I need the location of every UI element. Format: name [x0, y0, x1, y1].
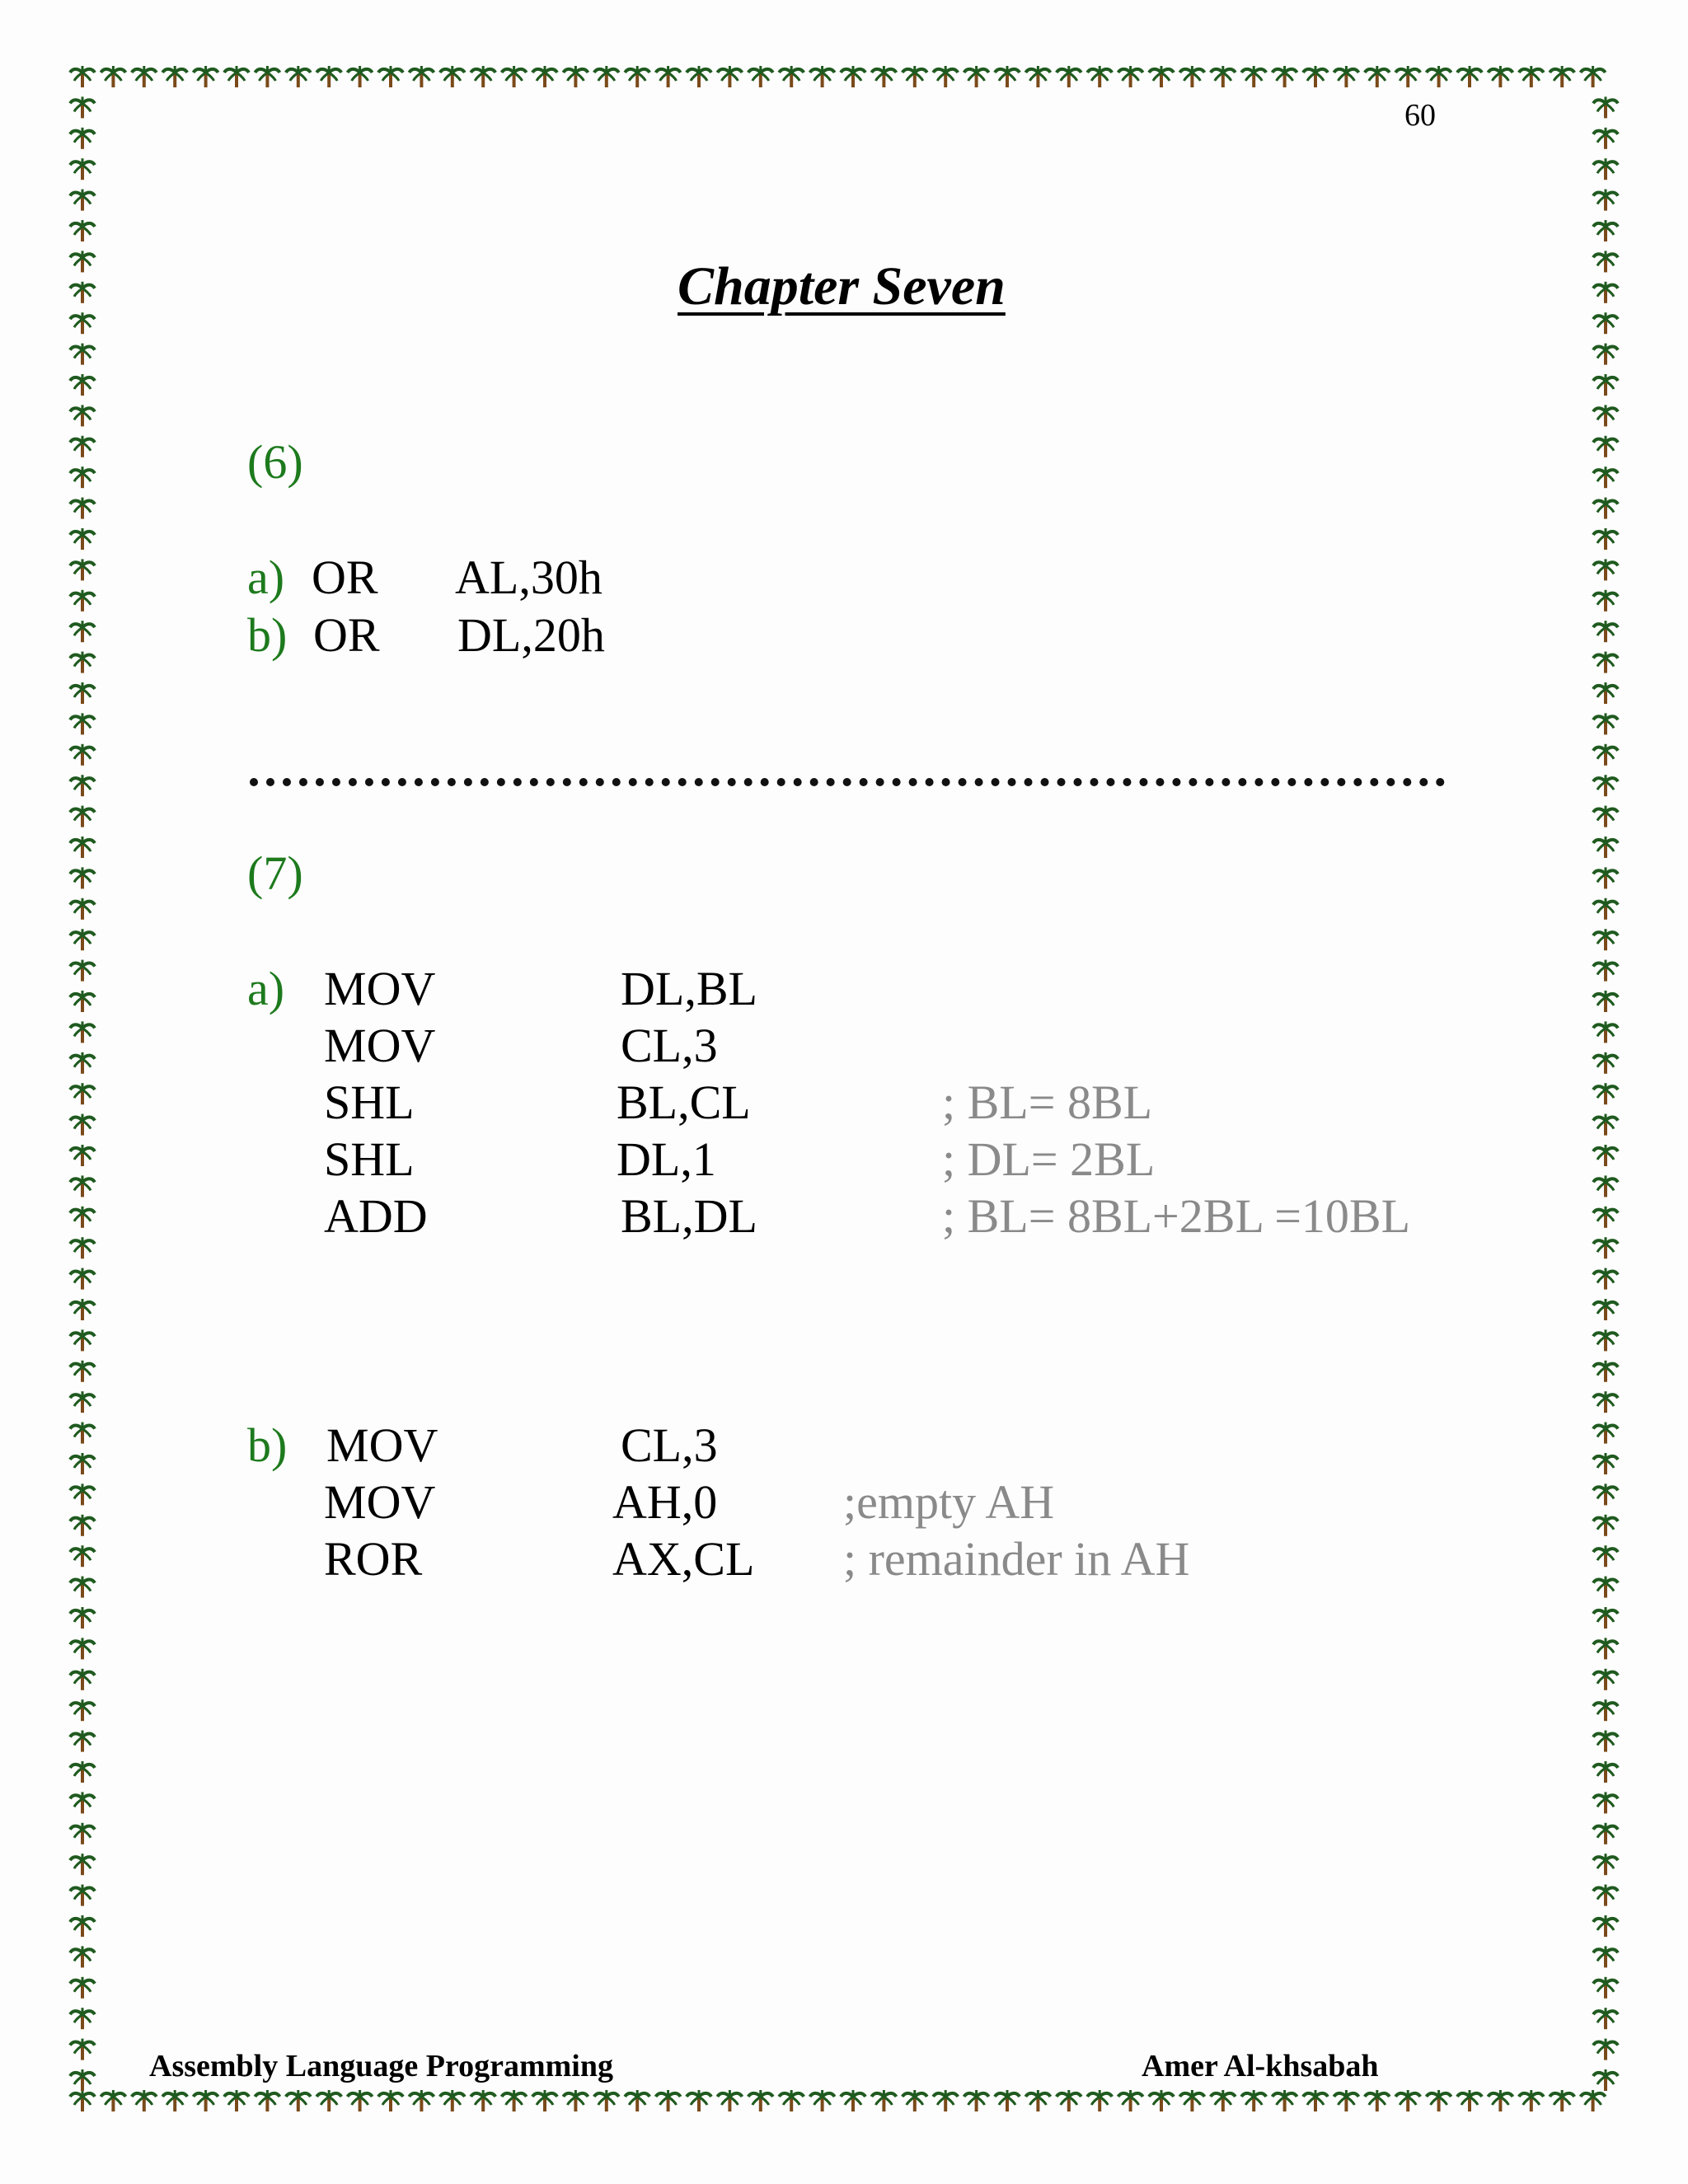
- palm-tree-icon: [1057, 2090, 1081, 2111]
- palm-tree-icon: [1057, 66, 1081, 87]
- palm-tree-icon: [70, 682, 95, 704]
- palm-tree-icon: [70, 2090, 95, 2111]
- palm-tree-icon: [1303, 2090, 1328, 2111]
- palm-tree-icon: [1593, 1329, 1618, 1351]
- palm-tree-icon: [70, 498, 95, 519]
- palm-tree-icon: [1593, 590, 1618, 612]
- palm-tree-icon: [409, 66, 434, 87]
- palm-tree-icon: [286, 66, 311, 87]
- dotted-divider: [250, 778, 1445, 786]
- palm-tree-icon: [1593, 1885, 1618, 1906]
- palm-tree-icon: [70, 991, 95, 1012]
- palm-tree-icon: [594, 66, 619, 87]
- q7a-line5-args: BL,DL: [621, 1189, 757, 1243]
- palm-tree-icon: [995, 66, 1020, 87]
- palm-tree-icon: [1550, 2090, 1574, 2111]
- palm-tree-icon: [70, 775, 95, 796]
- palm-tree-icon: [70, 66, 95, 87]
- palm-tree-icon: [70, 2008, 95, 2029]
- palm-tree-icon: [1593, 1731, 1618, 1752]
- palm-tree-icon: [1593, 1083, 1618, 1104]
- palm-tree-icon: [1593, 158, 1618, 180]
- palm-tree-icon: [1457, 2090, 1482, 2111]
- palm-tree-icon: [1211, 2090, 1236, 2111]
- palm-tree-icon: [70, 1329, 95, 1351]
- palm-tree-icon: [70, 1607, 95, 1629]
- palm-tree-icon: [70, 1946, 95, 1967]
- palm-tree-icon: [1593, 498, 1618, 519]
- palm-tree-icon: [70, 344, 95, 365]
- palm-tree-icon: [1593, 744, 1618, 766]
- palm-tree-icon: [1593, 344, 1618, 365]
- palm-tree-icon: [1427, 66, 1451, 87]
- palm-tree-icon: [70, 867, 95, 888]
- palm-tree-icon: [132, 2090, 157, 2111]
- palm-tree-icon: [70, 405, 95, 426]
- palm-tree-icon: [841, 2090, 865, 2111]
- palm-tree-icon: [1593, 282, 1618, 303]
- palm-tree-icon: [1593, 1361, 1618, 1382]
- palm-tree-icon: [101, 2090, 125, 2111]
- palm-tree-icon: [70, 1761, 95, 1783]
- page-number: 60: [1404, 98, 1436, 133]
- palm-tree-icon: [70, 1638, 95, 1659]
- palm-tree-icon: [1593, 929, 1618, 950]
- palm-tree-icon: [687, 66, 711, 87]
- palm-tree-icon: [532, 2090, 557, 2111]
- palm-tree-icon: [1593, 466, 1618, 488]
- palm-tree-icon: [1550, 66, 1574, 87]
- palm-tree-icon: [903, 66, 927, 87]
- q7a-line2-op: MOV: [324, 1019, 436, 1072]
- palm-tree-icon: [779, 66, 804, 87]
- q7b-line1-op: MOV: [326, 1418, 438, 1472]
- palm-tree-icon: [70, 158, 95, 180]
- palm-tree-icon: [1593, 220, 1618, 241]
- palm-tree-icon: [1519, 66, 1544, 87]
- palm-tree-icon: [1593, 960, 1618, 982]
- palm-tree-icon: [70, 128, 95, 149]
- palm-tree-icon: [1593, 1114, 1618, 1136]
- palm-tree-icon: [1087, 2090, 1112, 2111]
- q7a-line4-args: DL,1: [617, 1132, 716, 1186]
- q7a-line1-op: MOV: [324, 962, 436, 1015]
- palm-tree-icon: [1179, 2090, 1204, 2111]
- palm-tree-icon: [1593, 251, 1618, 272]
- palm-tree-icon: [1581, 2090, 1606, 2111]
- palm-tree-icon: [1273, 2090, 1297, 2111]
- palm-tree-icon: [995, 2090, 1020, 2111]
- palm-tree-icon: [1593, 1638, 1618, 1659]
- palm-tree-icon: [1273, 66, 1297, 87]
- palm-tree-icon: [194, 66, 218, 87]
- palm-tree-icon: [70, 190, 95, 211]
- palm-tree-icon: [1334, 2090, 1358, 2111]
- palm-tree-icon: [224, 66, 249, 87]
- palm-tree-icon: [1118, 66, 1143, 87]
- palm-tree-icon: [255, 2090, 279, 2111]
- palm-tree-icon: [779, 2090, 804, 2111]
- palm-tree-icon: [1593, 1145, 1618, 1166]
- q7a-line5-op: ADD: [324, 1189, 428, 1243]
- footer-author: Amer Al-khsabah: [1142, 2049, 1379, 2083]
- q7-part-b-label: b): [247, 1418, 288, 1472]
- palm-tree-icon: [1593, 312, 1618, 334]
- palm-tree-icon: [1593, 1577, 1618, 1598]
- q7a-line3-op: SHL: [324, 1076, 415, 1129]
- palm-tree-icon: [1593, 2039, 1618, 2060]
- palm-tree-icon: [70, 898, 95, 920]
- palm-tree-icon: [348, 2090, 373, 2111]
- palm-tree-icon: [1241, 66, 1266, 87]
- palm-tree-icon: [70, 1175, 95, 1197]
- palm-tree-icon: [1593, 1823, 1618, 1844]
- q7a-line3-args: BL,CL: [617, 1076, 751, 1129]
- palm-tree-icon: [1303, 66, 1328, 87]
- palm-tree-icon: [70, 1114, 95, 1136]
- palm-tree-icon: [1087, 66, 1112, 87]
- palm-tree-icon: [1593, 713, 1618, 734]
- q7a-line2-args: CL,3: [621, 1019, 718, 1072]
- palm-tree-icon: [70, 1515, 95, 1536]
- palm-tree-icon: [502, 2090, 527, 2111]
- palm-tree-icon: [656, 66, 681, 87]
- palm-tree-icon: [1457, 66, 1482, 87]
- q6-item-b-args: DL,20h: [457, 608, 605, 662]
- palm-tree-icon: [1593, 1761, 1618, 1783]
- palm-tree-icon: [194, 2090, 218, 2111]
- palm-tree-icon: [1593, 1207, 1618, 1228]
- palm-tree-icon: [656, 2090, 681, 2111]
- palm-tree-icon: [1593, 1669, 1618, 1690]
- q7b-line1-args: CL,3: [621, 1418, 718, 1472]
- palm-tree-icon: [70, 1021, 95, 1043]
- palm-tree-icon: [748, 2090, 773, 2111]
- palm-tree-icon: [1593, 1854, 1618, 1875]
- palm-tree-icon: [1593, 1052, 1618, 1074]
- palm-tree-icon: [1118, 2090, 1143, 2111]
- palm-tree-icon: [810, 2090, 835, 2111]
- palm-tree-icon: [409, 2090, 434, 2111]
- palm-tree-icon: [1334, 66, 1358, 87]
- palm-tree-icon: [1593, 128, 1618, 149]
- palm-tree-icon: [70, 559, 95, 580]
- q7a-line4-op: SHL: [324, 1132, 415, 1186]
- palm-tree-icon: [964, 2090, 989, 2111]
- palm-tree-icon: [1581, 66, 1606, 87]
- palm-tree-icon: [316, 66, 341, 87]
- palm-tree-icon: [1365, 2090, 1390, 2111]
- palm-tree-icon: [1488, 2090, 1512, 2111]
- palm-tree-icon: [1488, 66, 1512, 87]
- palm-tree-icon: [70, 1885, 95, 1906]
- palm-tree-icon: [1395, 66, 1420, 87]
- q7a-line4-comment: ; DL= 2BL: [942, 1132, 1156, 1186]
- q7b-line2-args: AH,0: [612, 1475, 718, 1529]
- palm-tree-icon: [70, 1854, 95, 1875]
- palm-tree-icon: [717, 66, 742, 87]
- q6-item-a-label: a): [247, 551, 285, 604]
- palm-tree-icon: [1593, 1175, 1618, 1197]
- palm-tree-icon: [563, 2090, 588, 2111]
- palm-tree-icon: [1593, 867, 1618, 888]
- palm-tree-icon: [1593, 1545, 1618, 1567]
- palm-tree-icon: [871, 66, 896, 87]
- chapter-title: Chapter Seven: [678, 256, 1006, 316]
- palm-tree-icon: [1593, 2008, 1618, 2029]
- palm-tree-icon: [1593, 1021, 1618, 1043]
- palm-tree-icon: [70, 1977, 95, 1999]
- palm-tree-icon: [316, 2090, 341, 2111]
- q7b-line3-comment: ; remainder in AH: [843, 1532, 1190, 1586]
- palm-tree-icon: [1593, 898, 1618, 920]
- palm-tree-icon: [70, 929, 95, 950]
- palm-tree-icon: [1593, 1915, 1618, 1937]
- palm-tree-icon: [255, 66, 279, 87]
- palm-tree-icon: [348, 66, 373, 87]
- palm-tree-icon: [1593, 1977, 1618, 1999]
- palm-tree-icon: [1593, 405, 1618, 426]
- palm-tree-icon: [1211, 66, 1236, 87]
- palm-tree-icon: [70, 806, 95, 827]
- palm-tree-icon: [70, 1792, 95, 1813]
- palm-tree-icon: [1149, 66, 1174, 87]
- palm-tree-icon: [70, 744, 95, 766]
- palm-tree-icon: [70, 1145, 95, 1166]
- palm-tree-icon: [70, 1731, 95, 1752]
- palm-tree-icon: [70, 1237, 95, 1258]
- palm-tree-icon: [70, 1453, 95, 1474]
- palm-tree-icon: [70, 1207, 95, 1228]
- palm-tree-icon: [1025, 2090, 1050, 2111]
- palm-tree-icon: [70, 1577, 95, 1598]
- q6-item-a-op: OR: [312, 551, 378, 604]
- palm-tree-icon: [1593, 374, 1618, 396]
- palm-tree-icon: [1149, 2090, 1174, 2111]
- palm-tree-icon: [1365, 66, 1390, 87]
- palm-tree-icon: [70, 837, 95, 858]
- q7a-line3-comment: ; BL= 8BL: [942, 1076, 1153, 1129]
- palm-tree-icon: [1427, 2090, 1451, 2111]
- question-6-number: (6): [247, 435, 303, 489]
- palm-tree-icon: [70, 251, 95, 272]
- palm-tree-icon: [1593, 2069, 1618, 2091]
- palm-tree-icon: [563, 66, 588, 87]
- palm-tree-icon: [70, 2069, 95, 2091]
- palm-tree-icon: [132, 66, 157, 87]
- palm-tree-icon: [1593, 1946, 1618, 1967]
- palm-tree-icon: [224, 2090, 249, 2111]
- q7b-line3-args: AX,CL: [612, 1532, 755, 1586]
- palm-tree-icon: [625, 66, 649, 87]
- palm-tree-icon: [70, 96, 95, 118]
- palm-tree-icon: [70, 1299, 95, 1320]
- palm-tree-icon: [871, 2090, 896, 2111]
- palm-tree-icon: [810, 66, 835, 87]
- palm-tree-icon: [1593, 837, 1618, 858]
- palm-tree-icon: [70, 1268, 95, 1290]
- palm-tree-icon: [964, 66, 989, 87]
- palm-tree-icon: [70, 590, 95, 612]
- palm-tree-icon: [70, 1422, 95, 1444]
- palm-tree-icon: [933, 66, 958, 87]
- palm-tree-icon: [1593, 190, 1618, 211]
- palm-tree-icon: [1593, 96, 1618, 118]
- palm-tree-icon: [70, 1391, 95, 1413]
- palm-tree-icon: [1593, 528, 1618, 550]
- palm-tree-icon: [1593, 436, 1618, 457]
- palm-tree-icon: [1593, 1792, 1618, 1813]
- palm-tree-icon: [1593, 1422, 1618, 1444]
- palm-tree-icon: [70, 374, 95, 396]
- palm-tree-icon: [70, 621, 95, 642]
- q7a-line1-args: DL,BL: [621, 962, 757, 1015]
- palm-tree-icon: [70, 312, 95, 334]
- palm-tree-icon: [1593, 991, 1618, 1012]
- palm-tree-icon: [70, 1083, 95, 1104]
- palm-tree-icon: [1593, 806, 1618, 827]
- palm-tree-icon: [162, 2090, 187, 2111]
- palm-tree-icon: [70, 713, 95, 734]
- palm-tree-icon: [70, 960, 95, 982]
- palm-tree-icon: [1593, 1515, 1618, 1536]
- footer-book-title: Assembly Language Programming: [149, 2049, 613, 2083]
- palm-tree-icon: [717, 2090, 742, 2111]
- palm-tree-icon: [70, 2039, 95, 2060]
- palm-tree-icon: [70, 1669, 95, 1690]
- palm-tree-icon: [841, 66, 865, 87]
- palm-tree-icon: [1593, 1391, 1618, 1413]
- palm-tree-icon: [1395, 2090, 1420, 2111]
- palm-tree-icon: [1241, 2090, 1266, 2111]
- q7-part-a-label: a): [247, 962, 285, 1015]
- q6-item-a-args: AL,30h: [455, 551, 603, 604]
- palm-tree-icon: [1593, 682, 1618, 704]
- palm-tree-icon: [1025, 66, 1050, 87]
- palm-tree-icon: [70, 528, 95, 550]
- palm-tree-icon: [1593, 1268, 1618, 1290]
- palm-tree-icon: [1593, 1483, 1618, 1505]
- palm-tree-icon: [378, 66, 403, 87]
- palm-tree-icon: [70, 1699, 95, 1721]
- palm-tree-icon: [70, 652, 95, 673]
- palm-tree-icon: [1593, 1699, 1618, 1721]
- palm-tree-icon: [1593, 621, 1618, 642]
- palm-tree-icon: [933, 2090, 958, 2111]
- palm-tree-icon: [532, 66, 557, 87]
- palm-tree-icon: [440, 66, 465, 87]
- palm-tree-icon: [1593, 1607, 1618, 1629]
- palm-tree-icon: [471, 66, 495, 87]
- palm-tree-icon: [70, 1052, 95, 1074]
- palm-tree-icon: [440, 2090, 465, 2111]
- palm-tree-icon: [70, 282, 95, 303]
- palm-tree-icon: [1179, 66, 1204, 87]
- palm-tree-icon: [162, 66, 187, 87]
- q7b-line2-op: MOV: [324, 1475, 436, 1529]
- q7b-line2-comment: ;empty AH: [843, 1475, 1055, 1529]
- palm-tree-icon: [70, 1545, 95, 1567]
- palm-tree-icon: [471, 2090, 495, 2111]
- palm-tree-icon: [1593, 1299, 1618, 1320]
- q7a-line5-comment: ; BL= 8BL+2BL =10BL: [942, 1189, 1411, 1243]
- palm-tree-icon: [903, 2090, 927, 2111]
- palm-tree-icon: [70, 1483, 95, 1505]
- palm-tree-icon: [502, 66, 527, 87]
- palm-tree-icon: [70, 220, 95, 241]
- palm-tree-icon: [1593, 1237, 1618, 1258]
- palm-tree-icon: [101, 66, 125, 87]
- palm-tree-icon: [70, 1823, 95, 1844]
- question-7-number: (7): [247, 846, 303, 900]
- palm-tree-icon: [625, 2090, 649, 2111]
- palm-tree-icon: [1593, 559, 1618, 580]
- palm-tree-icon: [70, 436, 95, 457]
- palm-tree-icon: [1593, 1453, 1618, 1474]
- palm-tree-icon: [286, 2090, 311, 2111]
- palm-tree-icon: [1519, 2090, 1544, 2111]
- palm-tree-icon: [70, 1915, 95, 1937]
- palm-tree-icon: [70, 1361, 95, 1382]
- palm-tree-icon: [70, 466, 95, 488]
- q6-item-b-op: OR: [313, 608, 380, 662]
- palm-tree-icon: [594, 2090, 619, 2111]
- palm-tree-icon: [378, 2090, 403, 2111]
- palm-tree-icon: [1593, 775, 1618, 796]
- palm-tree-icon: [1593, 652, 1618, 673]
- q6-item-b-label: b): [247, 608, 288, 662]
- palm-tree-icon: [748, 66, 773, 87]
- q7b-line3-op: ROR: [324, 1532, 423, 1586]
- palm-tree-icon: [687, 2090, 711, 2111]
